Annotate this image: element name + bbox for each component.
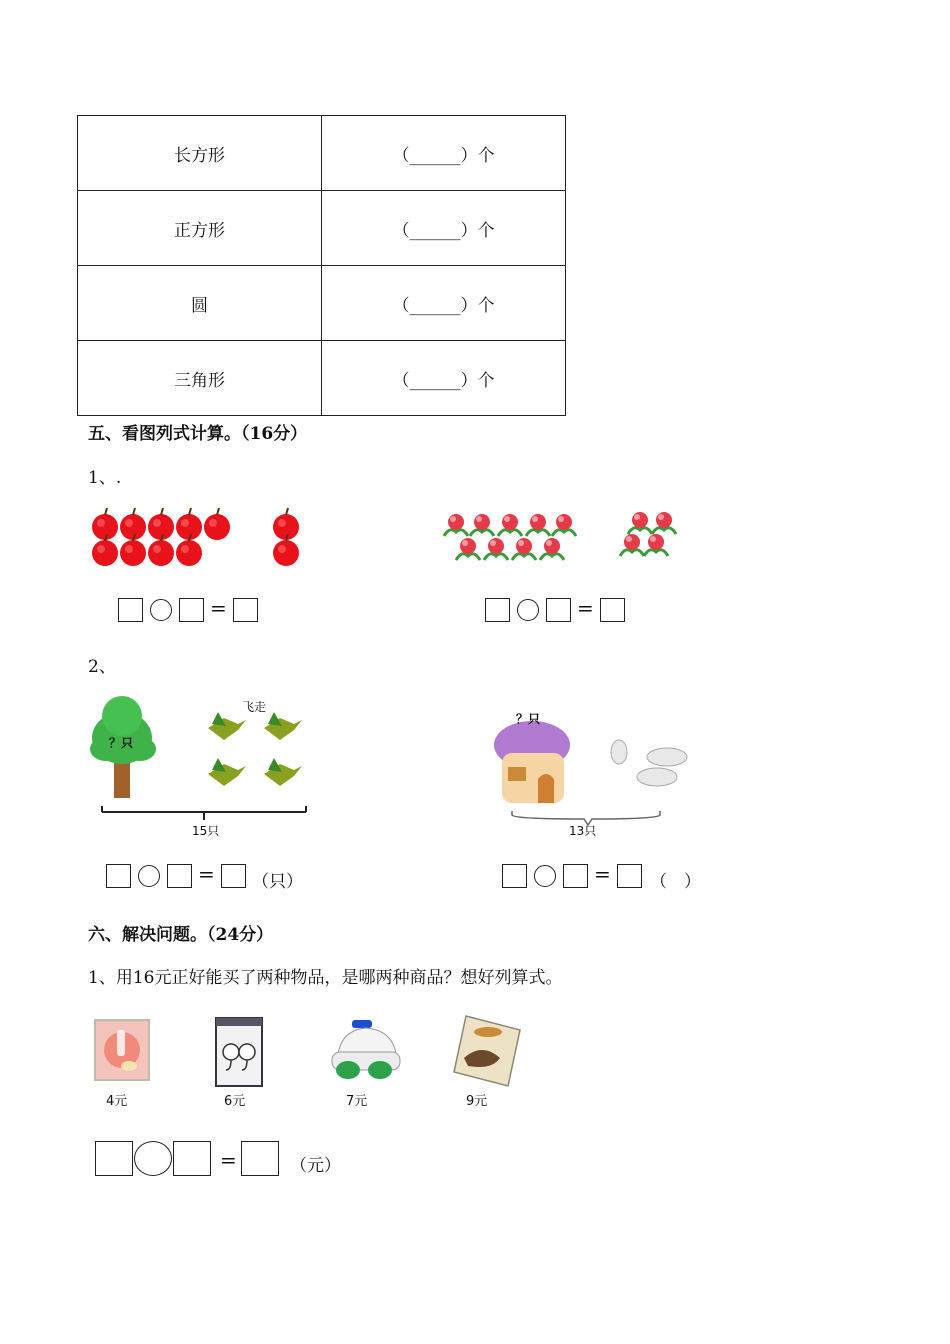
answer-box[interactable] (233, 598, 258, 622)
count-blank: （______）个 (322, 341, 566, 416)
answer-box[interactable] (95, 1141, 133, 1176)
operator-circle[interactable] (517, 599, 539, 621)
operator-circle[interactable] (534, 865, 556, 887)
operator-circle[interactable] (138, 865, 160, 887)
answer-box[interactable] (617, 864, 642, 888)
unit-label: （元） (290, 1156, 341, 1176)
picture-book-icon (452, 1012, 524, 1088)
answer-box[interactable] (118, 598, 143, 622)
shape-name: 圆 (78, 266, 322, 341)
item-price: 9元 (466, 1094, 488, 1109)
apples-illustration (86, 505, 306, 573)
operator-circle[interactable] (134, 1141, 172, 1176)
question-1-label: 1、. (88, 468, 122, 488)
section6-heading: 六、解决问题。（24分） (88, 925, 274, 945)
answer-box[interactable] (241, 1141, 279, 1176)
count-blank: （______）个 (322, 116, 566, 191)
shape-count-table (77, 115, 566, 416)
count-blank: （______）个 (322, 266, 566, 341)
shape-name: 正方形 (78, 191, 322, 266)
hooks-icon (214, 1016, 264, 1088)
item-price: 7元 (346, 1094, 368, 1109)
answer-box[interactable] (563, 864, 588, 888)
answer-box[interactable] (179, 598, 204, 622)
count-blank: （______）个 (322, 191, 566, 266)
equals-sign: = (210, 596, 227, 620)
fly-away-label: 飞走 (242, 700, 267, 714)
answer-box[interactable] (600, 598, 625, 622)
table-row (78, 341, 566, 416)
answer-box[interactable] (167, 864, 192, 888)
answer-box[interactable] (502, 864, 527, 888)
house-question-label: ？只 (516, 712, 541, 726)
table-row (78, 191, 566, 266)
equals-sign: = (198, 862, 215, 886)
answer-box[interactable] (106, 864, 131, 888)
equals-sign: = (594, 862, 611, 886)
unit-label: （只） (252, 872, 303, 892)
answer-box[interactable] (173, 1141, 211, 1176)
operator-circle[interactable] (150, 599, 172, 621)
table-row (78, 266, 566, 341)
table-row (78, 116, 566, 191)
answer-box[interactable] (221, 864, 246, 888)
tree-question-label: ？只 (109, 736, 134, 750)
question-2-label: 2、 (88, 657, 116, 677)
question-text: 1、用16元正好能买了两种物品，是哪两种商品？想好列算式。 (88, 968, 563, 988)
section5-heading: 五、看图列式计算。（16分） (88, 424, 308, 444)
tree-birds-illustration (86, 694, 316, 839)
unit-blank[interactable]: （ ） (650, 872, 701, 892)
tree-total-label: 15只 (192, 824, 220, 838)
wipes-icon (93, 1016, 153, 1084)
equals-sign: = (577, 596, 594, 620)
shape-name: 三角形 (78, 341, 322, 416)
shape-name: 长方形 (78, 116, 322, 191)
toy-car-icon (328, 1018, 404, 1084)
item-price: 6元 (224, 1094, 246, 1109)
answer-box[interactable] (546, 598, 571, 622)
item-price: 4元 (106, 1094, 128, 1109)
flowers-illustration (440, 508, 680, 572)
answer-box[interactable] (485, 598, 510, 622)
equals-sign: = (220, 1148, 237, 1172)
house-total-label: 13只 (569, 824, 597, 838)
